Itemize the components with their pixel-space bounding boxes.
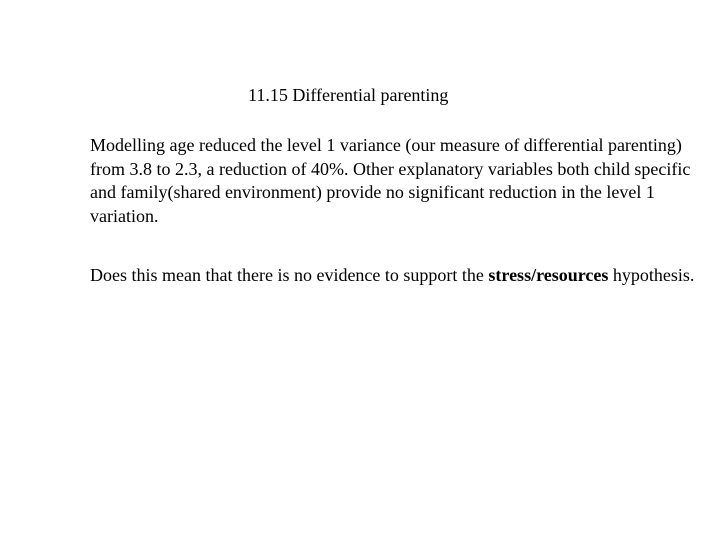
paragraph-differential-parenting: Modelling age reduced the level 1 variance (our measure of differential parenting) from 3.8 to 2.3, a reduction of 40%. Other explanatory variables both child specific and family(shared environment) provide no significant reduction in the level 1 variation.: [90, 135, 691, 226]
question-text-start: Does this mean that there is no evidence to support the: [90, 265, 489, 285]
slide-title: 11.15 Differential parenting: [248, 85, 449, 105]
paragraph-question: [90, 264, 702, 288]
stress-resources-term: stress/resources: [488, 265, 609, 285]
question-text-end: hypothesis.: [608, 265, 695, 285]
